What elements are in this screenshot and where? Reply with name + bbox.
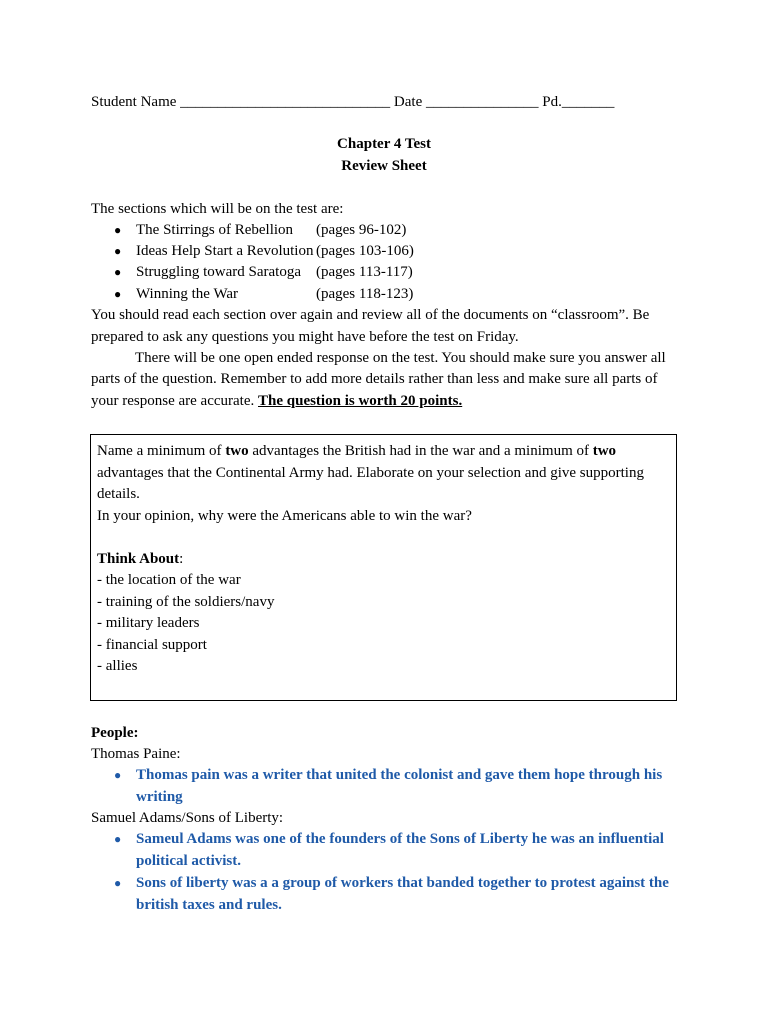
section-pages: (pages 113-117) — [316, 264, 413, 280]
list-item — [114, 241, 414, 262]
question-line — [97, 441, 670, 463]
list-item — [114, 873, 684, 916]
date-label: Date — [393, 94, 423, 110]
people-heading: People: — [91, 725, 139, 741]
points-note: The question is worth 20 points. — [258, 393, 463, 409]
bullet-icon: ● — [114, 223, 122, 237]
bullet-icon: ● — [114, 244, 122, 258]
samuel-adams-label: Samuel Adams/Sons of Liberty: — [91, 810, 284, 826]
date-field[interactable]: _______________ — [425, 94, 539, 110]
bullet-icon: ● — [114, 287, 122, 301]
think-item: - the location of the war — [97, 572, 241, 588]
think-item: - financial support — [97, 636, 207, 653]
question-line: advantages that the Continental Army had. Elaborate on your selection and give supporting — [97, 464, 644, 481]
section-pages: (pages 96-102) — [316, 222, 407, 238]
question-line: details. — [97, 486, 140, 502]
bullet-icon: ● — [114, 265, 122, 279]
think-about-colon: : — [179, 550, 184, 567]
student-name-field[interactable]: ____________________________ — [180, 94, 391, 110]
think-item: - allies — [97, 658, 138, 674]
sections-intro: The sections which will be on the test are: — [91, 201, 344, 217]
section-name: The Stirrings of Rebellion — [136, 222, 294, 238]
answer-text: Sameul Adams was one of the founders of the Sons of Liberty he was an influential political activist. — [136, 831, 664, 869]
student-name-label: Student Name — [91, 94, 177, 110]
instructions-line: parts of the question. Remember to add more details rather than less and make sure all parts of — [91, 371, 658, 387]
think-item: - training of the soldiers/navy — [97, 593, 275, 610]
question-line: In your opinion, why were the Americans able to win the war? — [97, 507, 472, 524]
instructions-line — [91, 391, 462, 412]
student-info-line — [91, 92, 614, 113]
list-item — [114, 220, 406, 241]
bullet-icon: ● — [114, 832, 122, 846]
list-item — [114, 262, 413, 283]
section-name: Struggling toward Saratoga — [136, 264, 301, 280]
answer-text: Sons of liberty was a a group of workers that banded together to protest against the british taxes and rules. — [136, 875, 669, 913]
bullet-icon: ● — [114, 876, 122, 890]
section-name: Winning the War — [136, 286, 239, 302]
spacer — [97, 527, 670, 549]
think-item: - military leaders — [97, 615, 200, 631]
think-about-label: Think About — [97, 550, 180, 567]
question-box — [90, 434, 677, 701]
section-name: Ideas Help Start a Revolution — [136, 243, 314, 259]
answer-text: Thomas pain was a writer that united the colonist and gave them hope through his writing — [136, 767, 663, 805]
instructions-line: You should read each section over again and review all of the documents on “classroom”. Be — [91, 307, 650, 323]
list-item — [114, 765, 684, 808]
section-pages: (pages 103-106) — [316, 243, 414, 259]
instructions-text: your response are accurate. — [91, 393, 255, 409]
instructions-line: There will be one open ended response on the test. You should make sure you answer all — [135, 350, 666, 366]
instructions-line: prepared to ask any questions you might have before the test on Friday. — [91, 329, 519, 345]
period-field[interactable]: _______ — [561, 94, 615, 110]
section-pages: (pages 118-123) — [316, 286, 414, 302]
period-label: Pd. — [542, 94, 562, 110]
emphasis-text: two — [225, 443, 249, 459]
think-about-heading — [97, 549, 670, 571]
question-text: advantages the British had in the war and a minimum of — [252, 443, 589, 459]
page-subtitle: Review Sheet — [341, 158, 427, 174]
list-item — [114, 284, 413, 305]
question-text: Name a minimum of — [97, 443, 222, 459]
list-item — [114, 829, 684, 872]
emphasis-text: two — [592, 443, 617, 459]
bullet-icon: ● — [114, 768, 122, 782]
thomas-paine-label: Thomas Paine: — [91, 746, 181, 762]
page-title: Chapter 4 Test — [337, 136, 431, 152]
